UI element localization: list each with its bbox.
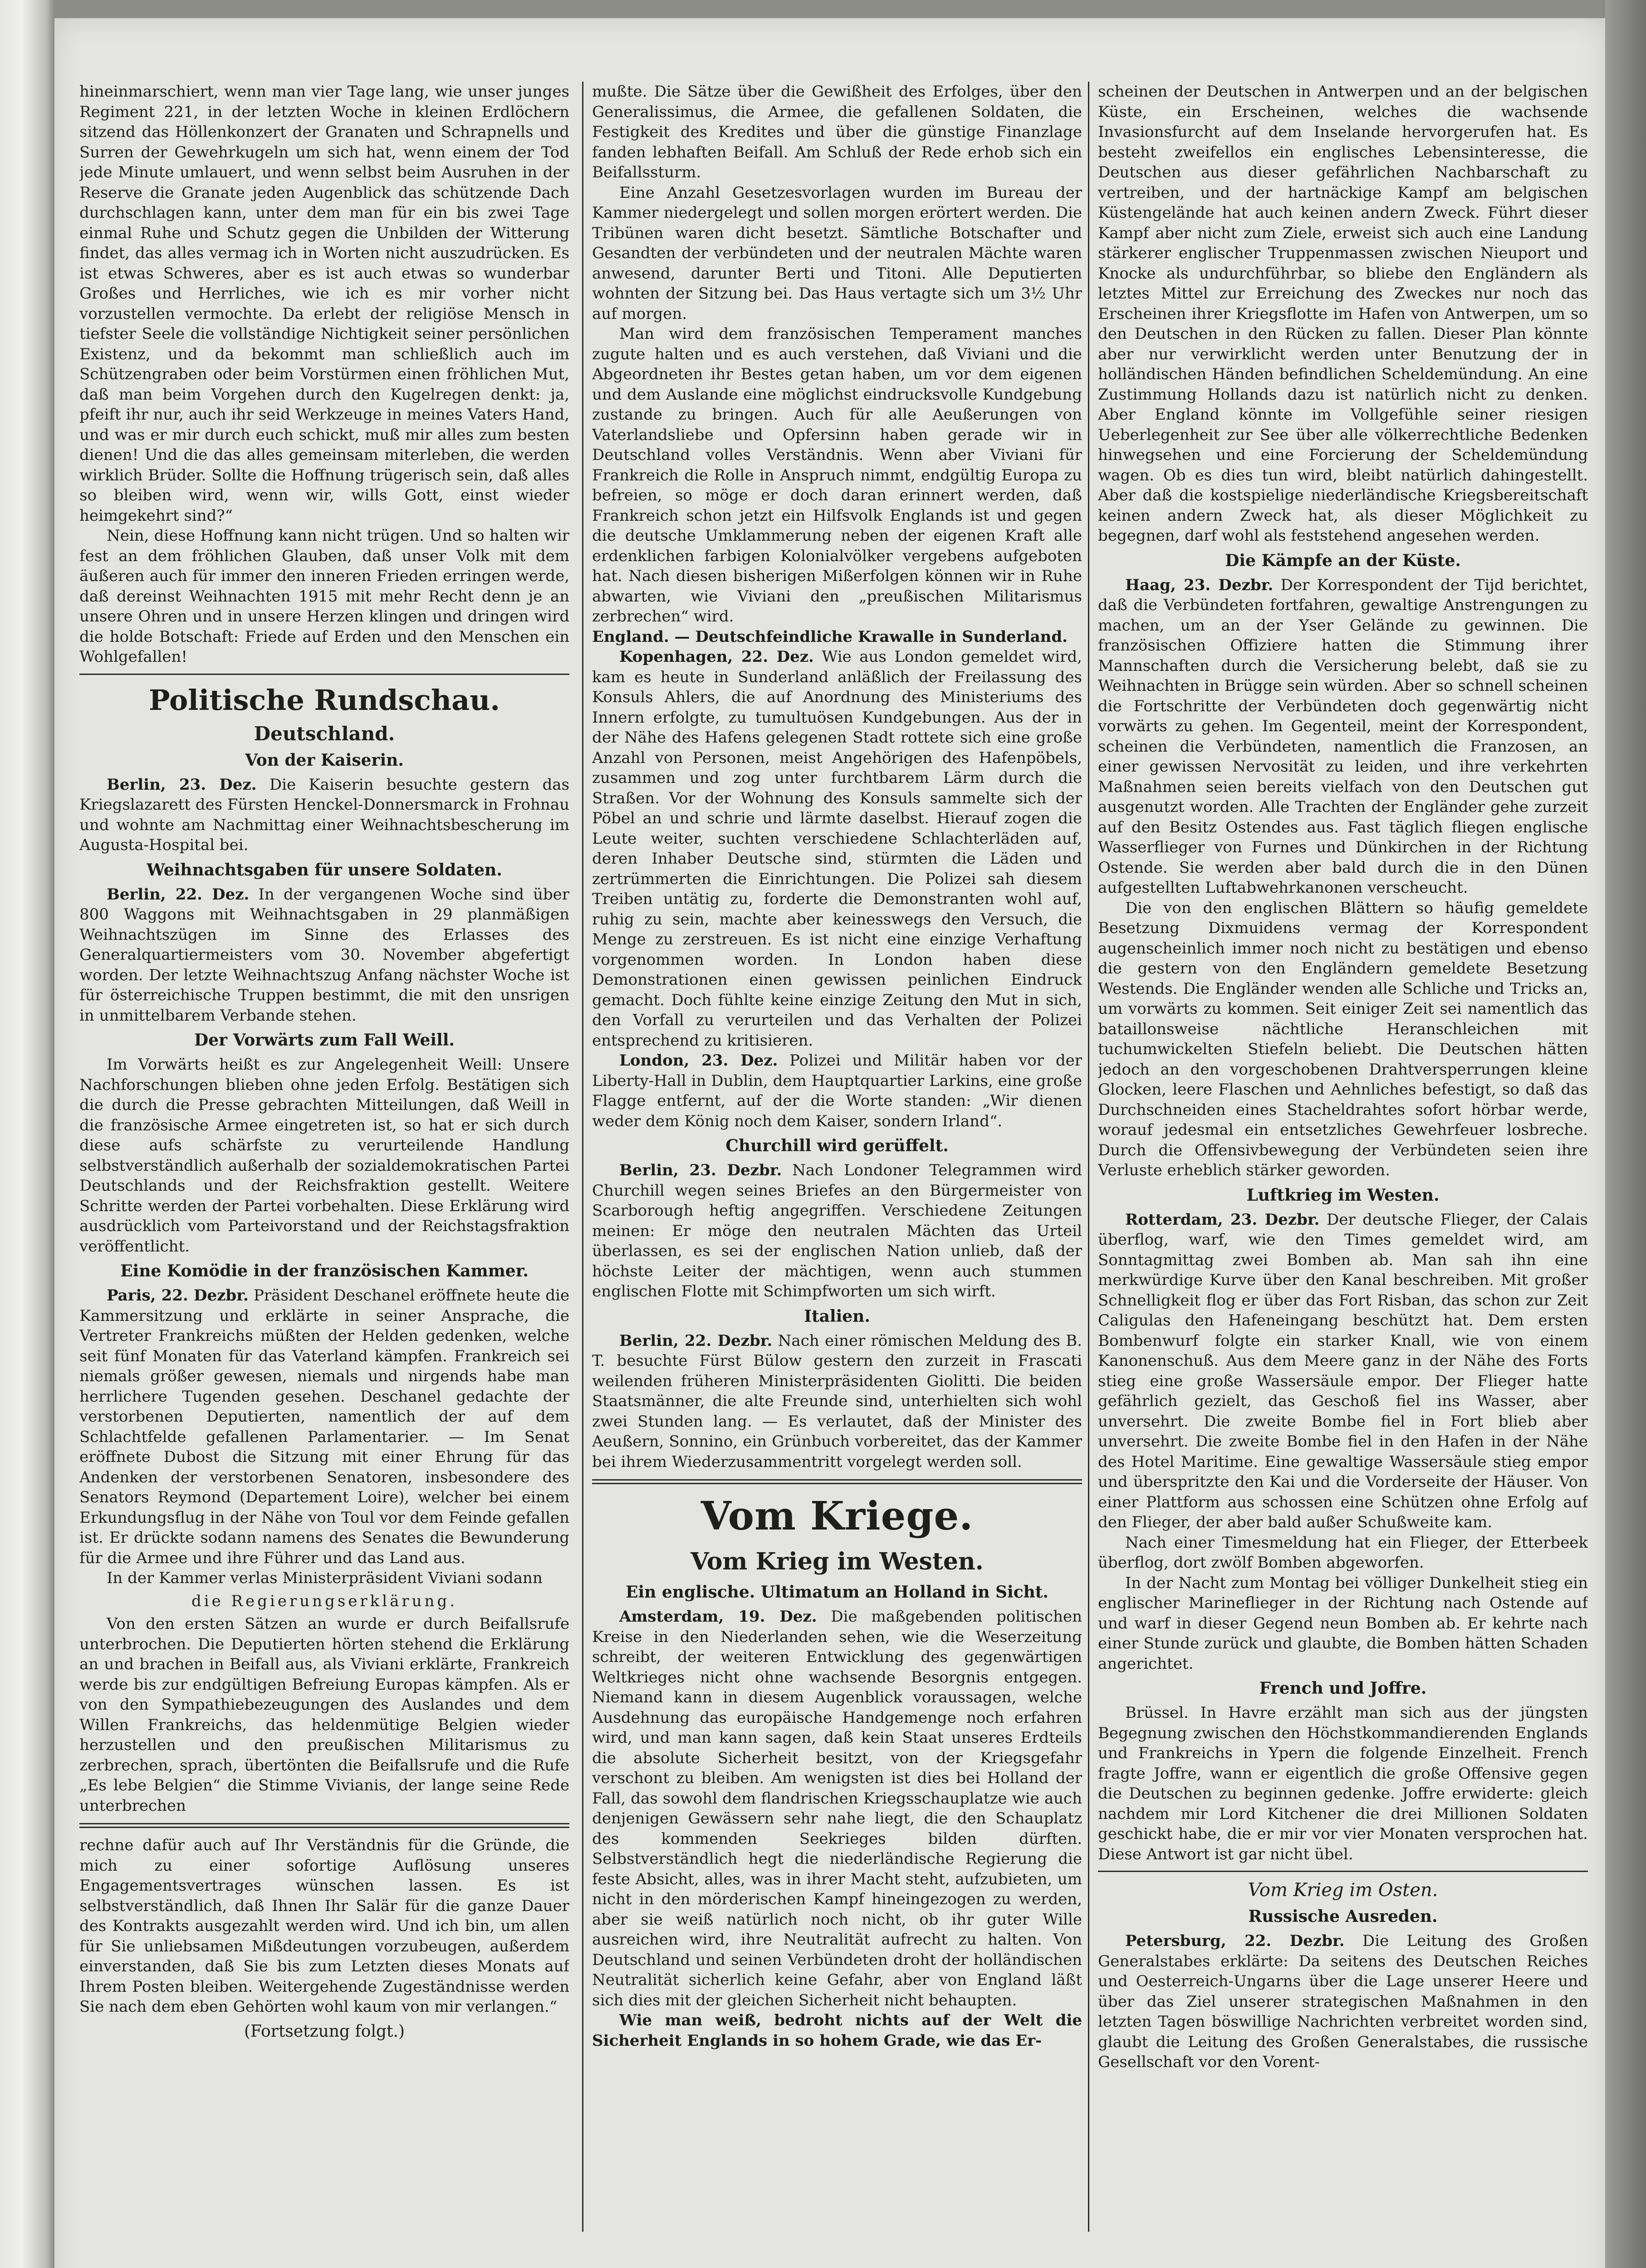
article-text: hineinmarschiert, wenn man vier Tage lang, wie unser junges Regiment 221, in der letzten Woche in kleinen Erdlöchern sitzend das Höllenkonzert der Granaten und Schrapnells und Surren der Gewehrkugeln um sich hat, wenn einem der Tod jede Minute umlauert, und wenn selbst beim Ausruhen in der Reserve die Granate jeden Augenblick das schützende Dach durchschlagen kann, unter dem man für ein bis zwei Tage einmal Ruhe und Schutz gegen die Unbilden der Witterung findet, das alles vermag ich in Worten nicht auszudrücken. Es ist etwas Schweres, aber es ist auch etwas so wunderbar Großes und Herrliches, wie ich es mir vorher nicht vorzustellen vermochte. Da erlebt der religiöse Mensch in tiefster Seele die vollständige Nichtigkeit seiner persönlichen Existenz, und da bekommt man schließlich auch im Schützengraben oder beim Vorstürmen einen fröhlichen Mut, daß man beim Vorgehen durch den Kugelregen denkt: ja, pfeift ihr nur, auch ihr seid Werkzeuge in meines Vaters Hand, und was er mir durch euch schickt, muß mir alles zum besten dienen! Und die das alles gemeinsam miterleben, die werden wirklich Brüder. Sollte die Hoffnung trügerisch sein, daß alles so bleiben wird, wenn wir, wills Gott, einst wieder heimgekehrt sind?“ (79, 83, 569, 525)
scan-left-margin (0, 0, 54, 2268)
article-text: mußte. Die Sätze über die Gewißheit des Erfolges, über den Generalissimus, die Armee, die gefallenen Soldaten, die Festigkeit des Kredites und über die günstige Finanzlage fanden lebhaften Beifall. Am Schluß der Rede erhob sich ein Beifallssturm. (592, 83, 1082, 181)
column-1 (79, 82, 569, 2268)
double-divider (592, 1479, 1082, 1484)
divider (1098, 1871, 1588, 1872)
column-3 (1098, 82, 1588, 2268)
news-text: Brüssel. In Havre erzählt man sich aus der jüngsten Begegnung zwischen den Höchstkommandierenden Englands und Frankreichs in Ypern die folgende Einzelheit. French fragte Joffre, wann er eigentlich die große Offensive gegen die Deutschen zu beginnen gedenke. Joffre erwiderte: gleich nachdem mir Lord Kitchener die drei Millionen Soldaten geschickt habe, die er mir vor vier Monaten versprochen hat. Diese Antwort ist gar nicht übel. (1098, 1704, 1588, 1863)
dateline: London, 23. Dez. (619, 1051, 778, 1070)
news-headline: Churchill wird gerüffelt. (725, 1136, 949, 1155)
news-headline: French und Joffre. (1259, 1679, 1427, 1698)
news-headline: England. — Deutschfeindliche Krawalle in Sunderland. (592, 627, 1068, 646)
dateline: Berlin, 22. Dezbr. (619, 1331, 773, 1350)
news-text: Der Korrespondent der Tijd berichtet, daß die Verbündeten fortfahren, gewaltige Anstrengungen zu machen, um an der Yser Gelände zu gewinnen. Die französischen Offiziere hatten die Stimmung ihrer Mannschaften durch die Versicherung belebt, daß sie zu Weihnachten in Brügge sein würden. Aber so schnell scheinen die Fortschritte der Verbündeten doch gegenwärtig nicht vorwärts zu gehen. Im Gegenteil, meint der Korrespondent, scheinen die Verbündeten, namentlich die Franzosen, an einer gewissen Nervosität zu leiden, und ihre verkehrten Maßnahmen seien bereits vielfach von den Deutschen gut ausgenutzt worden. Alle Trachten der Engländer gehe zurzeit auf den Besitz Ostendes aus. Fast täglich fliegen englische Wasserflieger von Furnes und Dünkirchen in der Richtung Ostende. Sie werden aber bald durch die in den Dünen aufgestellten Luftabwehrkanonen verscheucht. (1098, 576, 1588, 897)
news-headline: Ein englische. Ultimatum an Holland in Sicht. (626, 1583, 1048, 1602)
section-heading: Vom Krieg im Osten. (1248, 1880, 1438, 1901)
dateline: Amsterdam, 19. Dez. (619, 1608, 817, 1626)
news-text: Die von den englischen Blättern so häufig gemeldete Besetzung Dixmuidens vermag der Korrespondent augenscheinlich immer noch nicht zu bestätigen und ebenso die gestern von den Engländern gemeldete Besetzung Westends. Die Engländer wenden alle Schliche und Tricks an, um vorwärts zu kommen. Seit einiger Zeit sei namentlich das bataillonsweise nächtliche Heranschleichen mit tuchumwickelten Stiefeln beliebt. Die Deutschen hätten jedoch an den vorgeschobenen Drahtversperrungen kleine Glocken, leere Flaschen und Aehnliches befestigt, so daß das Durchschneiden eines Stacheldrahtes sofort hörbar werde, worauf jedesmal ein entsetzliches Gewehrfeuer losbreche. Durch die Offensivbewegung der Verbündeten seien ihre Verluste erheblich stärker geworden. (1098, 899, 1588, 1179)
news-text: Polizei und Militär haben vor der Liberty-Hall in Dublin, dem Hauptquartier Larkins, eine große Flagge entfernt, auf der die Worte standen: „Wir dienen weder dem König noch dem Kaiser, sondern Irland“. (592, 1051, 1082, 1130)
news-headline: Russische Ausreden. (1248, 1907, 1438, 1926)
news-text: Wie man weiß, bedroht nichts auf der Welt die Sicherheit Englands in so hohem Grade, wie das Er- (592, 2011, 1082, 2050)
spaced-subheading: die Regierungserklärung. (191, 1592, 458, 1610)
news-headline: Der Vorwärts zum Fall Weill. (194, 1031, 455, 1050)
continuation-note: (Fortsetzung folgt.) (244, 2022, 405, 2041)
news-text: Präsident Deschanel eröffnete heute die Kammersitzung und erklärte in seiner Ansprache, die Vertreter Frankreichs müßten der Helden gedenken, welche seit fünf Monaten für das Vaterland kämpfen. Frankreich sei niemals größer gewesen, niemals und nirgends habe man herrlichere Tugenden gesehen. Deschanel gedachte der verstorbenen Deputierten, namentlich der auf dem Schlachtfelde gefallenen Parlamentarier. — Im Senat eröffnete Dubost die Sitzung mit einer Ehrung für das Andenken der verstorbenen Senatoren, insbesondere des Senators Reymond (Departement Loire), welcher bei einem Erkundungsflug in der Nähe von Toul vor dem Feinde gefallen ist. Er drückte sodann namens des Senates die Bewunderung für die Armee und ihre Führer und das Land aus. (79, 1286, 569, 1567)
news-text: In der Nacht zum Montag bei völliger Dunkelheit stieg ein englischer Marineflieger in der Richtung nach Ostende auf und warf in dieser Gegend neun Bomben ab. Er kehrte nach einer Stunde zurück und glaubte, die Bomben hätten Schaden angerichtet. (1098, 1574, 1588, 1673)
article-text: Eine Anzahl Gesetzesvorlagen wurden im Bureau der Kammer niedergelegt und sollen morgen erörtert werden. Die Tribünen waren dicht besetzt. Sämtliche Botschafter und Gesandten der verbündeten und der neutralen Mächte waren anwesend, darunter Berti und Titoni. Alle Deputierten wohnten der Sitzung bei. Das Haus vertagte sich um 3½ Uhr auf morgen. (592, 183, 1082, 323)
dateline: Berlin, 23. Dezbr. (619, 1161, 782, 1179)
dateline: Berlin, 23. Dez. (107, 775, 257, 794)
news-text: Die maßgebenden politischen Kreise in den Niederlanden sehen, wie die Weserzeitung schreibt, der weiteren Entwicklung des gegenwärtigen Weltkrieges nicht ohne wachsende Besorgnis entgegen. Niemand kann in diesem Augenblick voraussagen, welche Ausdehnung das europäische Handgemenge noch erfahren wird, und man kann sagen, daß kein Staat unseres Erdteils die absolute Sicherheit besitzt, von der Kriegsgefahr verschont zu bleiben. Am wenigsten ist dies bei Holland der Fall, das sowohl dem flandrischen Kriegsschauplatze wie auch denjenigen Gewässern sehr nahe liegt, die den Schauplatz des kommenden Seekrieges bilden dürften. Selbstverständlich hegt die niederländische Regierung die feste Absicht, alles, was in ihrer Macht steht, aufzubieten, um nicht in den mörderischen Kampf hineingezogen zu werden, aber sie weiß natürlich noch nicht, ob ihr guter Wille ausreichen wird, ihre Neutralität aufrecht zu halten. Von Deutschland und seinen Verbündeten droht der holländischen Neutralität sicherlich keine Gefahr, aber von England läßt sich dies mit der gleichen Sicherheit nicht behaupten. (592, 1608, 1082, 2009)
news-text: In der Kammer verlas Ministerpräsident Viviani sodann (107, 1569, 543, 1587)
scan-right-edge (1605, 0, 1646, 2268)
dateline: Rotterdam, 23. Dezbr. (1125, 1210, 1320, 1229)
dateline: Petersburg, 22. Dezbr. (1125, 1932, 1345, 1950)
news-text: Die Kaiserin besuchte gestern das Kriegslazarett des Fürsten Henckel-Donnersmarck in Frohnau und wohnte am Nachmittag einer Weihnachtsbescherung im Augusta-Hospital bei. (79, 775, 569, 854)
news-headline: Luftkrieg im Westen. (1246, 1185, 1440, 1205)
news-text: Im Vorwärts heißt es zur Angelegenheit Weill: Unsere Nachforschungen blieben ohne jeden Erfolg. Bestätigen sich die durch die Presse gebrachten Mitteilungen, daß Weill in die französische Armee eingetreten ist, so hat er sich durch diese aufs schärfste zu verurteilende Handlung selbstverständlich außerhalb der sozialdemokratischen Partei Deutschlands und der Reichsfraktion gestellt. Weitere Schritte werden der Partei vorbehalten. Diese Erklärung wird ausdrücklich vom Parteivorstand und der Reichstagsfraktion veröffentlicht. (79, 1056, 569, 1256)
dateline: Paris, 22. Dezbr. (107, 1286, 249, 1305)
article-text: scheinen der Deutschen in Antwerpen und an der belgischen Küste, ein Erscheinen, welches die wachsende Invasionsfurcht auf dem Inselande hervorgerufen hat. Es besteht zweifellos ein englisches Lebensinteresse, die Deutschen aus dieser gefährlichen Nachbarschaft zu vertreiben, und der hartnäckige Kampf am belgischen Küstengelände hat auch keinen andern Zweck. Führt dieser Kampf aber nicht zum Ziele, erweist sich auch eine Landung stärkerer englischer Truppenmassen zwischen Nieuport und Knocke als undurchführbar, so bliebe den Engländern als letztes Mittel zur Erreichung des Zweckes nur noch das Erscheinen ihrer Kriegsflotte im Hafen von Antwerpen, um so den Deutschen in den Rücken zu fallen. Dieser Plan könnte aber nur verwirklicht werden unter Benutzung der in holländischen Händen befindlichen Scheldemündung. An eine Zustimmung Hollands dazu ist natürlich nicht zu denken. Aber England könnte im Vollgefühle seiner riesigen Ueberlegenheit zur See über alle völkerrechtliche Bedenken hinwegsehen und eine Forcierung der Scheldemündung wagen. Ob es dies tun wird, bleibt natürlich dahingestellt. Aber daß die kostspielige niederländische Kriegsbereitschaft keinen andern Zweck hat, als dieser Möglichkeit zu begegnen, darf wohl als feststehend angesehen werden. (1098, 83, 1588, 545)
news-text: Nach einer römischen Meldung des B. T. besuchte Fürst Bülow gestern den zurzeit in Frascati weilenden früheren Ministerpräsidenten Giolitti. Die beiden Staatsmänner, die alte Freunde sind, unterhielten sich wohl zwei Stunden lang. — Es verlautet, daß der Minister des Aeußern, Sonnino, ein Grünbuch vorbereitet, das der Kammer bei ihrem Wiederzusammentritt vorgelegt werden soll. (592, 1331, 1082, 1471)
news-headline: Italien. (804, 1306, 870, 1326)
news-text: Nach einer Timesmeldung hat ein Flieger, der Etterbeek überflog, dort zwölf Bomben abgeworfen. (1098, 1533, 1588, 1572)
news-headline: Die Kämpfe an der Küste. (1225, 551, 1461, 570)
article-text: Nein, diese Hoffnung kann nicht trügen. Und so halten wir fest an dem fröhlichen Glauben, daß unser Volk mit dem äußeren auch für immer den inneren Frieden erringen werde, daß dereinst Weihnachten 1915 mit mehr Recht denn je an unsere Ohren und in unsere Herzen klingen und dringen wird die holde Botschaft: Friede auf Erden und den Menschen ein Wohlgefallen! (79, 527, 569, 666)
column-rule-2 (1088, 82, 1089, 2232)
dateline: Berlin, 22. Dez. (107, 885, 250, 904)
news-text: Die Leitung des Großen Generalstabes erklärte: Da seitens des Deutschen Reiches und Oesterreich-Ungarns über die Lage unserer Heere und über das Ziel unserer strategischen Maßnahmen in den letzten Tagen böswillige Nachrichten verbreitet worden sind, glaubt die Leitung des Großen Generalstabes, die russische Gesellschaft vor den Vorent- (1098, 1932, 1588, 2071)
country-heading: Deutschland. (254, 722, 395, 745)
section-heading: Politische Rundschau. (149, 683, 500, 717)
news-text: In der vergangenen Woche sind über 800 Waggons mit Weihnachtsgaben in 29 planmäßigen Weihnachtszügen im Sinne des Erlasses des Generalquartiermeisters vom 30. November abgefertigt worden. Der letzte Weihnachtszug Anfang nächster Woche ist für österreichische Truppen bestimmt, die mit den unsrigen in unmittelbarem Verbande stehen. (79, 885, 569, 1025)
column-2 (592, 82, 1082, 2268)
main-section-title: Vom Kriege. (701, 1493, 974, 1539)
serial-text: rechne dafür auch auf Ihr Verständnis für die Gründe, die mich zu einer sofortige Auflösung unseres Engagementsvertrages wünschen lassen. Es ist selbstverständlich, daß Ihnen Ihr Salär für die ganze Dauer des Kontrakts ausgezahlt werden wird. Und ich bin, um allen für Sie unliebsamen Mißdeutungen vorzubeugen, außerdem einverstanden, daß Sie bis zum Letzten dieses Monats auf Ihrem Posten bleiben. Weitergehende Zugeständnisse werden Sie nach dem eben Gehörten wohl kaum von mir verlangen.“ (79, 1836, 569, 2016)
section-heading: Vom Krieg im Westen. (691, 1548, 984, 1575)
news-text: Wie aus London gemeldet wird, kam es heute in Sunderland anläßlich der Freilassung des Konsuls Ahlers, die auf Anordnung des Ministeriums des Innern erfolgte, zu tumultuösen Kundgebungen. Aus der in der Nähe des Hafens gelegenen Stadt rottete sich eine große Anzahl von Personen, meist Angehörigen des Hafenpöbels, zusammen und zog unter furchtbarem Lärm durch die Straßen. Vor der Wohnung des Konsuls sammelte sich der Pöbel an und schrie und lärmte daselbst. Hierauf zogen die Leute weiter, suchten verschiedene Schlachterläden auf, deren Inhaber Deutsche sind, stürmten die Läden und zertrümmerten die Einrichtungen. Die Polizei sah diesem Treiben untätig zu, forderte die Demonstranten wohl auf, ruhig zu sein, machte aber keinesswegs den Versuch, die Menge zu zerstreuen. Es ist nicht eine einzige Verhaftung vorgenommen worden. In London haben diese Demonstrationen einen gewissen peinlichen Eindruck gemacht. Doch fühlte keine einzige Zeitung den Mut in sich, den Vorfall zu verurteilen und das Verhalten der Polizei entsprechend zu kritisieren. (592, 648, 1082, 1050)
news-text: Der deutsche Flieger, der Calais überflog, warf, wie den Times gemeldet wird, am Sonntagmittag zwei Bomben ab. Man sah ihn eine merkwürdige Kurve über den Kanal beschreiben. Mit großer Schnelligkeit flog er über das Fort Risban, das schon zur Zeit Caligulas den Hafeneingang beschützt hat. Dem ersten Bombenwurf folgte ein starker Knall, wie von einem Kanonenschuß. Aus dem Meere ganz in der Nähe des Forts stieg eine große Wassersäule empor. Der Flieger hatte gefährlich gezielt, das Geschoß fiel ins Wasser, aber unversehrt. Die zweite Bombe fiel in Fort blieb aber unversehrt. Die zweite Bombe fiel in den Hafen in der Nähe des Hotel Maritime. Eine gewaltige Wassersäule stieg empor und überspritzte den Kai und die Vorderseite der Häuser. Von einer Plattform aus schossen eine Schützen ohne Erfolg auf den Flieger, der aber bald außer Schußweite kam. (1098, 1210, 1588, 1531)
news-headline: Von der Kaiserin. (245, 750, 404, 770)
column-rule-1 (582, 82, 583, 2232)
article-text: Man wird dem französischen Temperament manches zugute halten und es auch verstehen, daß Viviani und die Abgeordneten ihr Bestes getan haben, um vor dem eigenen und dem Auslande eine möglichst eindrucksvolle Kundgebung zustande zu bringen. Auch für alle Aeußerungen von Vaterlandsliebe und Opfersinn haben gerade wir in Deutschland volles Verständnis. Wenn aber Viviani für Frankreich die Rolle in Anspruch nimmt, endgültig Europa zu befreien, so möge er doch daran erinnert werden, daß Frankreich schon jetzt ein Hilfsvolk Englands ist und gegen die deutsche Umklammerung neben der eigenen Kraft alle erdenklichen farbigen Kolonialvölker vergebens aufgeboten hat. Nach diesen bisherigen Mißerfolgen können wir in Ruhe abwarten, wie Viviani den „preußischen Militarismus zerbrechen“ wird. (592, 325, 1082, 626)
news-text: Nach Londoner Telegrammen wird Churchill wegen seines Briefes an den Bürgermeister von Scarborough heftig angegriffen. Verschiedene Zeitungen meinen: Er möge den neutralen Mächten das Urteil überlassen, es sei der englischen Nation unlieb, daß der höchste Leiter der mächtigen, wenn auch stummen englischen Flotte mit Schimpfworten um sich wirft. (592, 1161, 1082, 1300)
news-headline: Eine Komödie in der französischen Kammer. (120, 1261, 529, 1281)
dateline: Kopenhagen, 22. Dez. (619, 648, 814, 666)
divider (79, 674, 569, 675)
double-divider (79, 1823, 569, 1828)
dateline: Haag, 23. Dezbr. (1125, 576, 1274, 594)
news-headline: Weihnachtsgaben für unsere Soldaten. (147, 860, 502, 880)
news-text: Von den ersten Sätzen an wurde er durch Beifallsrufe unterbrochen. Die Deputierten hörten stehend die Erklärung an und brachen in Beifall aus, als Viviani erklärte, Frankreich werde bis zur endgültigen Befreiung Europas kämpfen. Als er von den Sympathiebezeugungen des Auslandes und dem Willen Frankreichs, das heldenmütige Belgien wieder herzustellen und den preußischen Militarismus zu zerbrechen, sprach, übertönten die Beifallsrufe und die Rufe „Es lebe Belgien“ die Stimme Vivianis, der lange seine Rede unterbrechen (79, 1615, 569, 1815)
